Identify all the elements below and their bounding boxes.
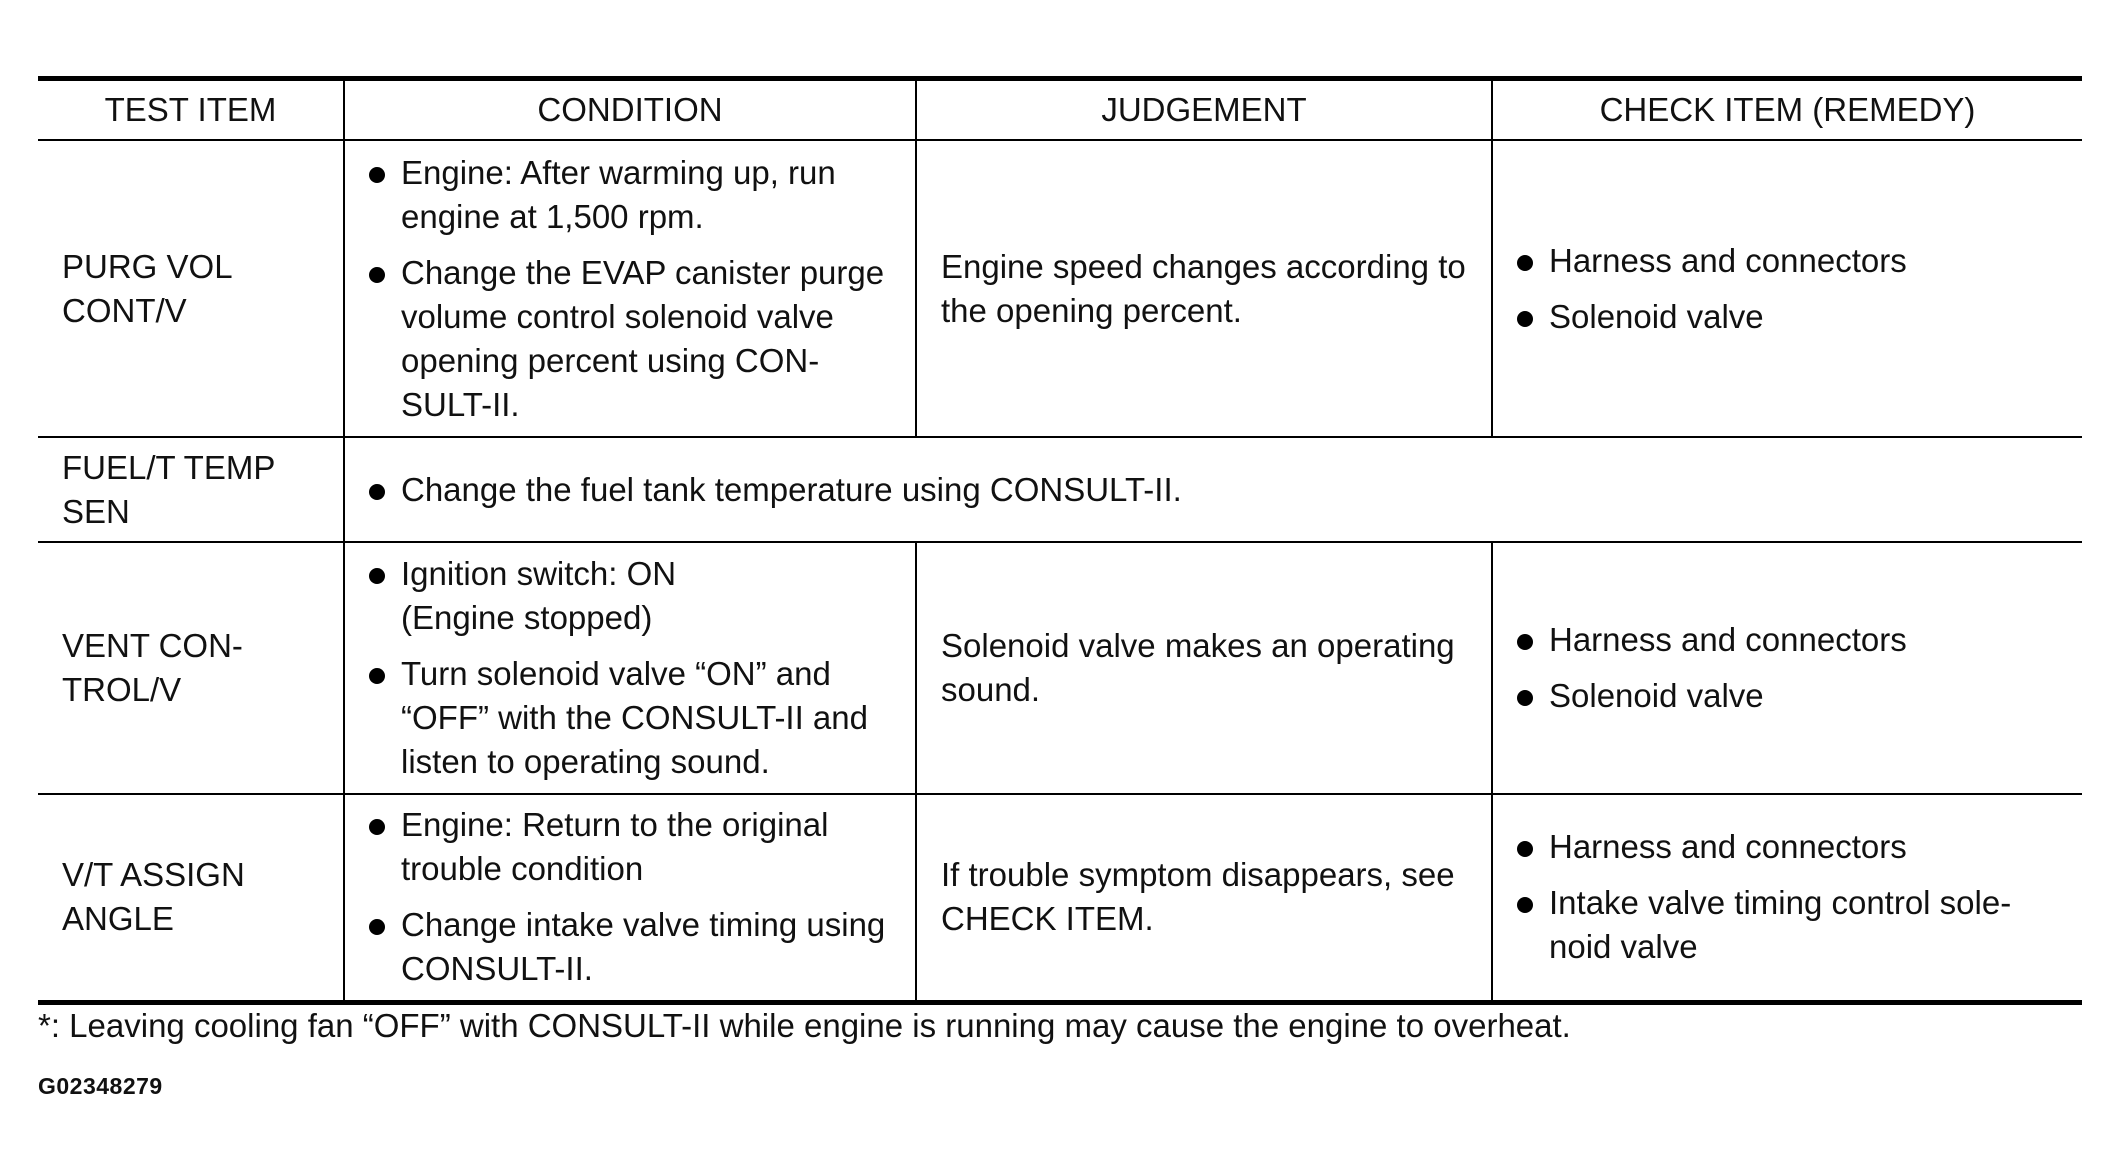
condition-item: Change the EVAP canister purge volume control solenoid valve opening percent using CON-SULT-II. xyxy=(369,251,901,427)
judgement-text: Solenoid valve makes an operating sound. xyxy=(941,627,1455,708)
figure-code: G02348279 xyxy=(38,1073,163,1099)
condition-item: Change intake valve timing using CONSULT-II. xyxy=(369,903,901,991)
condition-list xyxy=(345,151,915,427)
condition-item: Ignition switch: ON (Engine stopped) xyxy=(369,552,701,640)
test-item-text: V/T ASSIGN ANGLE xyxy=(62,856,245,938)
check-item-list xyxy=(1493,618,2082,718)
test-item-text: PURG VOL CONT/V xyxy=(62,247,232,329)
active-test-table xyxy=(38,76,2082,1005)
check-item: Solenoid valve xyxy=(1517,295,2068,339)
check-item: Solenoid valve xyxy=(1517,674,2068,718)
header-judgement: JUDGEMENT xyxy=(916,79,1492,141)
header-test-item: TEST ITEM xyxy=(38,79,344,141)
test-item-cell xyxy=(38,542,344,794)
table-row xyxy=(38,542,2082,794)
judgement-cell xyxy=(916,542,1492,794)
header-check-item: CHECK ITEM (REMEDY) xyxy=(1492,79,2082,141)
table-row xyxy=(38,140,2082,437)
test-item-text: VENT CON-TROL/V xyxy=(62,627,243,708)
header-condition: CONDITION xyxy=(344,79,916,141)
check-item-list xyxy=(1493,239,2082,339)
condition-item: Engine: Return to the original trouble condition xyxy=(369,803,901,891)
check-item: Harness and connectors xyxy=(1517,618,2068,662)
test-item-cell xyxy=(38,794,344,1002)
judgement-text: Engine speed changes according to the opening percent. xyxy=(941,247,1466,329)
condition-list xyxy=(345,468,2082,512)
condition-cell xyxy=(344,794,916,1002)
judgement-text: If trouble symptom disappears, see CHECK ITEM. xyxy=(941,856,1455,938)
condition-item: Turn solenoid valve “ON” and “OFF” with the CONSULT-II and listen to operating sound. xyxy=(369,652,901,784)
condition-list xyxy=(345,803,915,991)
check-item-cell xyxy=(1492,140,2082,437)
condition-list xyxy=(345,552,915,784)
check-item-cell xyxy=(1492,542,2082,794)
condition-item: Engine: After warming up, run engine at 1,500 rpm. xyxy=(369,151,901,239)
condition-item: Change the fuel tank temperature using CONSULT-II. xyxy=(369,468,2068,512)
check-item-cell xyxy=(1492,794,2082,1002)
table-row xyxy=(38,794,2082,1002)
check-item: Intake valve timing control sole-noid valve xyxy=(1517,881,2068,969)
table-row xyxy=(38,437,2082,542)
test-item-cell xyxy=(38,140,344,437)
condition-cell xyxy=(344,140,916,437)
check-item: Harness and connectors xyxy=(1517,239,2068,283)
test-item-cell xyxy=(38,437,344,542)
check-item-list xyxy=(1493,825,2082,969)
judgement-cell xyxy=(916,140,1492,437)
judgement-cell xyxy=(916,794,1492,1002)
condition-cell xyxy=(344,437,2082,542)
check-item: Harness and connectors xyxy=(1517,825,2068,869)
header-row xyxy=(38,79,2082,141)
condition-cell xyxy=(344,542,916,794)
footnote: *: Leaving cooling fan “OFF” with CONSULT-II while engine is running may cause the engine to overheat. xyxy=(38,1007,1571,1044)
test-item-text: FUEL/T TEMP SEN xyxy=(62,448,275,530)
